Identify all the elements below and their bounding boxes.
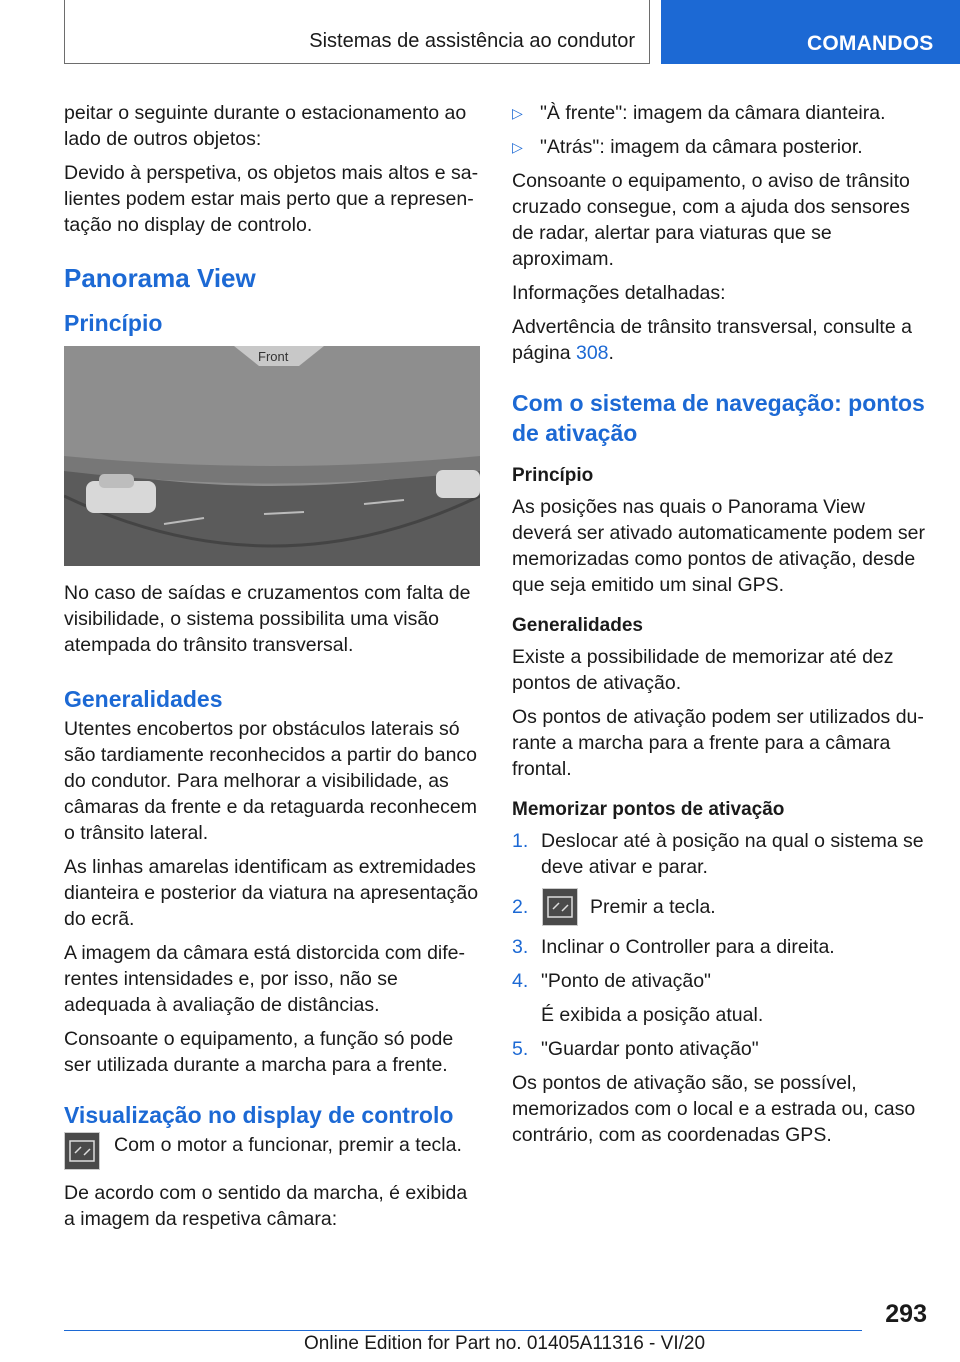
paragraph: Com o motor a funcionar, premir a tecla. [114,1134,462,1156]
footer-edition: Online Edition for Part no. 01405A11316 - VI/20 [304,1333,706,1354]
chapter-tab-label: COMANDOS [807,32,934,55]
camera-button-icon [542,888,578,926]
list-item: ▷ "Atrás": imagem da câmara posterior. [512,136,863,158]
step: 3. Inclinar o Controller para a direita. [512,936,835,958]
page-link[interactable]: 308 [575,342,609,364]
paragraph: peitar o seguinte durante o estacionamento ao lado de outros objetos: [64,102,467,150]
paragraph: A imagem da câmara está distorcida com diferentes intensidades e, por isso, não se adequada à avaliação de distâncias. [64,942,466,1016]
step-substep: É exibida a posição atual. [541,1004,764,1026]
paragraph: No caso de saídas e cruzamentos com falta de visibilidade, o sistema possibilita uma visão atempada do trânsito transversal. [64,582,471,656]
chapter-tab[interactable] [661,0,960,64]
paragraph: Devido à perspetiva, os objetos mais altos e salientes podem estar mais perto que a representação no display de controlo. [64,162,479,236]
camera-button-icon [64,1132,100,1170]
camera-view-illustration [64,346,480,566]
heading-panorama-view: Panorama View [64,263,256,293]
section-title: Sistemas de assistência ao condutor [309,30,635,52]
heading-generalidades: Generalidades [64,686,223,712]
heading-visualizacao: Visualização no display de controlo [64,1102,454,1128]
step: 4. "Ponto de ativação" [512,970,711,992]
paragraph: Advertência de trânsito transversal, consulte a página 308. [512,316,912,364]
paragraph: Consoante o equipamento, o aviso de trânsito cruzado consegue, com a ajuda dos sensores de radar, alertar para viaturas que se aproximam. [512,170,910,270]
camera-view-image [64,346,480,566]
triangle-bullet-icon: ▷ [512,139,523,155]
paragraph: Os pontos de ativação são, se possível, memorizados com o local e a estrada ou, caso contrário, com as coordenadas GPS. [512,1072,916,1146]
step: 1. Deslocar até à posição na qual o sistema se deve ativar e parar. [512,830,924,878]
step: 2. Premir a tecla. [512,888,928,926]
heading-generalidades: Generalidades [512,615,643,636]
heading-principio: Princípio [64,310,163,336]
heading-memorizar: Memorizar pontos de ativação [512,799,785,820]
list-item: ▷ "À frente": imagem da câmara dianteira. [512,102,886,124]
footer-divider [64,1330,862,1331]
triangle-bullet-icon: ▷ [512,105,523,121]
paragraph: Os pontos de ativação podem ser utilizados durante a marcha para a frente para a câmara frontal. [512,706,924,780]
paragraph: De acordo com o sentido da marcha, é exibida a imagem da respetiva câmara: [64,1182,468,1230]
heading-navegacao: Com o sistema de navegação: pontos de ativação [512,390,925,446]
paragraph: Informações detalhadas: [512,282,726,304]
paragraph: As linhas amarelas identificam as extremidades dianteira e posterior da viatura na apresentação do ecrã. [64,856,479,930]
paragraph: Existe a possibilidade de memorizar até dez pontos de ativação. [512,646,894,694]
page-number: 293 [885,1300,927,1328]
right-column [512,100,928,1156]
step: 5. "Guardar ponto ativação" [512,1038,759,1060]
paragraph: Utentes encobertos por obstáculos laterais só são tardiamente reconhecidos a partir do banco do condutor. Para melhorar a visibilidade, as câmaras da frente e da retaguarda reconhecem o trânsito lateral. [64,718,478,844]
heading-principio: Princípio [512,465,594,486]
paragraph: Consoante o equipamento, a função só pode ser utilizada durante a marcha para a frente. [64,1028,454,1076]
camera-view-label: Front [258,349,289,364]
left-column [64,100,480,1240]
header-section-box [64,0,650,64]
paragraph: As posições nas quais o Panorama View deverá ser ativado automaticamente podem ser memorizadas como pontos de ativação, desde que seja emitido um sinal GPS. [512,496,925,596]
